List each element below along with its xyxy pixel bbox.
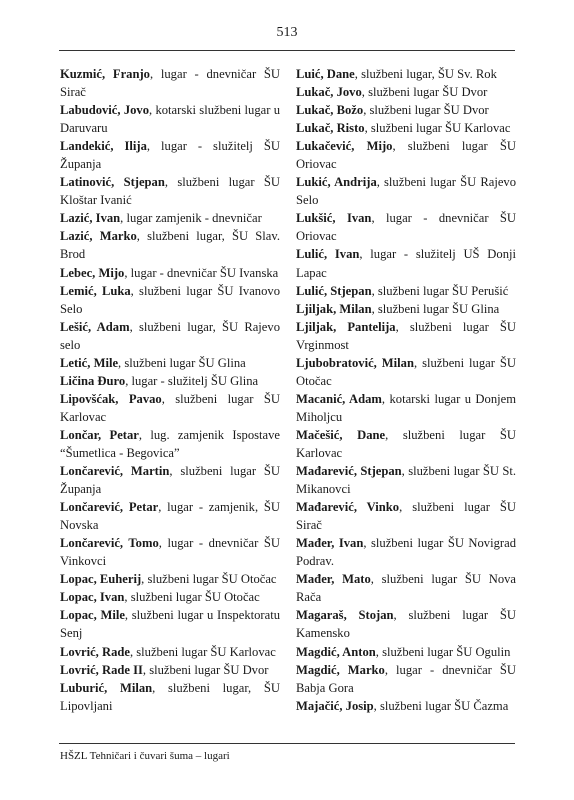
entry-name: Lukač, Jovo [296,85,362,100]
index-entry [60,372,280,390]
entry-name: Mađer, Mato [296,572,371,587]
index-entry [296,697,516,715]
index-entry [60,282,280,318]
index-entry [60,227,280,263]
index-entry [60,354,280,372]
index-entry [60,570,280,588]
entry-name: Labudović, Jovo [60,103,150,118]
page-number: 513 [276,25,298,40]
index-entry [296,119,516,137]
footer-rule [59,743,515,744]
index-entry [296,318,516,354]
entry-description: , službeni lugar ŠU Županja [60,464,280,497]
entry-name: Mađarević, Stjepan [296,464,402,479]
entry-description: , lugar - služitelj ŠU Glina [125,373,259,388]
entry-description: , službeni lugar ŠU Glina [118,355,246,370]
entry-description: , službeni lugar, ŠU Slav. Brod [60,229,280,262]
entry-name: Majačić, Josip [296,698,374,713]
index-entry [60,534,280,570]
entry-name: Lukač, Božo [296,103,364,118]
entry-description: , službeni lugar ŠU Ivanovo Selo [60,283,280,316]
entry-name: Lazić, Marko [60,229,137,244]
entry-name: Magdić, Marko [296,662,385,677]
entry-description: , službeni lugar ŠU Rajevo Selo [296,175,517,208]
index-entry [60,679,280,715]
entry-description: , službeni lugar ŠU Dvor [361,85,488,100]
entry-description: , službeni lugar ŠU Karlovac [129,644,276,659]
entry-description: , službeni lugar ŠU Čazma [373,698,509,713]
entry-name: Mađer, Ivan [296,536,364,551]
index-entry [60,209,280,227]
entry-description: , kotarski službeni lugar u Daruvaru [60,103,280,136]
entry-description: , službeni lugar, ŠU Sv. Rok [354,67,497,81]
entry-description: , službeni lugar ŠU Novigrad Podrav. [296,536,516,569]
footer-text: HŠZL Tehničari i čuvari šuma – lugari [60,750,230,762]
entry-description: , službeni lugar ŠU Glina [371,301,500,316]
index-entry [60,661,280,679]
entry-description: , službeni lugar ŠU Otočac [296,355,516,388]
entry-name: Lopac, Ivan [60,590,125,605]
entry-description: , službeni lugar ŠU Ogulin [375,644,511,659]
entry-description: , službeni lugar, ŠU Lipovljani [60,680,280,713]
entry-name: Lovrić, Rade [60,644,130,659]
entry-name: Lopac, Mile [60,608,125,623]
index-entry [296,498,516,534]
index-entry [296,534,516,570]
right-column [296,65,516,715]
entry-description: , lugar zamjenik - dnevničar [120,211,262,226]
entry-description: , lugar - služitelj ŠU Županja [60,139,280,172]
entry-name: Lulić, Stjepan [296,283,372,298]
entry-description: , lugar - dnevničar ŠU Ivanska [124,265,279,280]
index-entry [296,173,516,209]
entry-name: Lemić, Luka [60,283,131,298]
index-entry [60,643,280,661]
entry-name: Macanić, Adam [296,391,382,406]
entry-description: , službeni lugar ŠU Kamensko [296,608,516,641]
entry-description: , službeni lugar ŠU Kloštar Ivanić [60,175,280,208]
entry-name: Lukačević, Mijo [296,139,393,154]
entry-description: , lugar - dnevničar ŠU Vinkovci [60,536,280,569]
entry-name: Lopac, Euherij [60,572,142,587]
index-entry [296,209,516,245]
entry-name: Ljiljak, Milan [296,301,372,316]
index-entry [60,137,280,173]
index-entry [296,245,516,281]
index-entry [296,83,516,101]
entry-description: , službeni lugar ŠU Sirač [296,500,516,533]
entry-description: , lugar - služitelj UŠ Donji Lapac [296,247,516,280]
index-entry [296,137,516,173]
entry-name: Kuzmić, Franjo [60,67,150,81]
entry-description: , lugar - zamjenik, ŠU Novska [60,500,281,533]
entry-description: , službeni lugar ŠU St. Mikanovci [296,464,516,497]
index-entry [296,300,516,318]
entry-name: Lazić, Ivan [60,211,121,226]
entry-name: Lebec, Mijo [60,265,125,280]
index-entry [60,390,280,426]
index-entry [60,606,280,642]
entry-description: , službeni lugar ŠU Dvor [142,662,269,677]
entry-name: Lukić, Andrija [296,175,377,190]
left-column [60,65,280,715]
index-entry [296,354,516,390]
entry-description: , lugar - dnevničar ŠU Oriovac [296,211,517,244]
header-rule [59,50,515,51]
entry-description: , službeni lugar ŠU Otočac [124,590,260,605]
entry-name: Luić, Dane [296,67,355,81]
entry-name: Lukač, Risto [296,121,365,136]
entry-name: Lončarević, Martin [60,464,170,479]
entry-description: , službeni lugar u Inspektoratu Senj [60,608,280,641]
entry-name: Ljiljak, Pantelija [296,319,396,334]
entry-description: , službeni lugar ŠU Otočac [141,572,277,587]
entry-name: Letić, Mile [60,355,119,370]
index-entry [296,282,516,300]
index-entry [60,318,280,354]
entry-name: Lulić, Ivan [296,247,360,262]
entry-name: Luburić, Milan [60,680,153,695]
index-entry [296,661,516,697]
entry-description: , lugar - dnevničar ŠU Sirač [60,67,281,100]
entry-name: Ličina Đuro [60,373,126,388]
entry-name: Lukšić, Ivan [296,211,372,226]
entry-name: Mačešić, Dane [296,427,386,442]
index-entry [60,101,280,137]
index-entry [60,588,280,606]
entry-name: Lončarević, Tomo [60,536,159,551]
entry-name: Lončarević, Petar [60,500,159,515]
index-entry [60,264,280,282]
index-entry [60,173,280,209]
entry-description: , službeni lugar ŠU Oriovac [296,139,516,172]
entry-description: , službeni lugar ŠU Dvor [363,103,489,118]
entry-description: , službeni lugar ŠU Karlovac [364,121,511,136]
entry-name: Ljubobratović, Milan [296,355,414,370]
entry-description: , službeni lugar ŠU Karlovac [60,391,280,424]
index-entry [60,426,280,462]
index-entry [60,498,280,534]
entry-name: Lončar, Petar [60,427,139,442]
entry-description: , službeni lugar ŠU Perušić [371,283,509,298]
index-entry [60,65,280,101]
entry-name: Lipovšćak, Pavao [60,391,162,406]
entry-name: Lovrić, Rade II [60,662,143,677]
index-entry [296,426,516,462]
index-entry [296,643,516,661]
entry-description: , službeni lugar, ŠU Rajevo selo [60,319,280,352]
index-entry [296,606,516,642]
index-entry [296,65,516,83]
index-entry [296,462,516,498]
entry-name: Latinović, Stjepan [60,175,165,190]
entry-description: , službeni lugar ŠU Vrginmost [296,319,516,352]
entry-description: , lugar - dnevničar ŠU Babja Gora [296,662,516,695]
entry-description: , lug. zamjenik Ispostave “Šumetlica - Begovica” [60,427,280,460]
entry-description: , službeni lugar ŠU Nova Rača [296,572,517,605]
index-entry [60,462,280,498]
entry-description: , kotarski lugar u Donjem Miholjcu [296,391,517,424]
entry-name: Mađarević, Vinko [296,500,400,515]
index-entry [296,101,516,119]
entry-name: Magdić, Anton [296,644,376,659]
entry-description: , službeni lugar ŠU Karlovac [296,427,516,460]
entry-name: Lešić, Adam [60,319,130,334]
index-entry [296,570,516,606]
entry-name: Landekić, Ilija [60,139,147,154]
entry-name: Magaraš, Stojan [296,608,394,623]
index-entry [296,390,516,426]
